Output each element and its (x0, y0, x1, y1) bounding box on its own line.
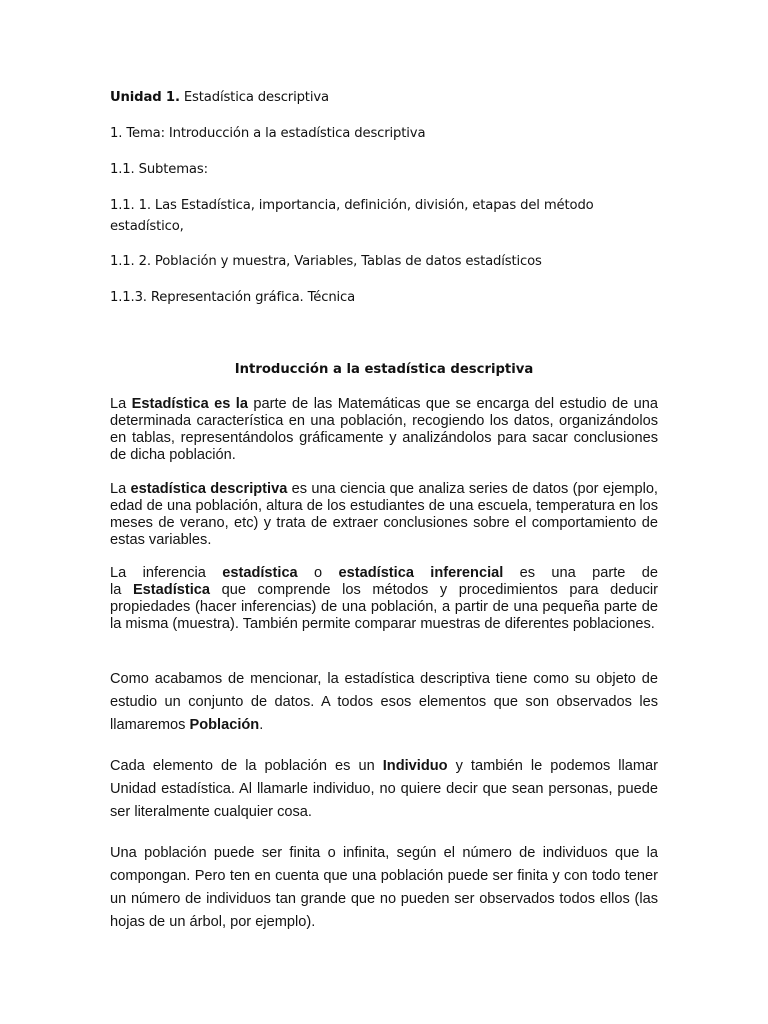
unit-title (110, 87, 620, 108)
p1-text-a: La (110, 396, 132, 412)
paragraph-definition (110, 396, 658, 464)
subtopic-1-line1: 1.1. 1. Las Estadística, importancia, definición, división, etapas del método (110, 198, 594, 213)
subtopic-3: 1.1.3. Representación gráfica. Técnica (110, 290, 356, 305)
p3-text-c: o (297, 565, 339, 581)
subtopic-1-line2: estadístico, (110, 219, 184, 234)
paragraph-individual (110, 755, 658, 824)
p1-text-c: parte de las Matemáticas que se encarga del estudio de una determinada característica en una población, recogiendo los datos, organizándolos en tablas, representándolos gráficamente y analizándolos para sacar conclusiones de dicha población. (110, 396, 658, 463)
section-heading: Introducción a la estadística descriptiva (234, 362, 534, 377)
p3-bold-1: estadística (222, 565, 298, 581)
p6-text: Una población puede ser finita o infinita, según el número de individuos que la compongan. Pero ten en cuenta que una población puede ser finita y con todo tener un número de individuos tan grande que no pueden ser observados todos ellos (las hojas de un árbol, por ejemplo). (110, 845, 658, 930)
p3-bold-3: Estadística (132, 582, 211, 598)
p4-text-c: . (259, 717, 264, 733)
paragraph-descriptive (110, 481, 658, 549)
p3-text-a: La inferencia (110, 565, 223, 581)
p3-text-l2c: que comprende los métodos y procedimientos para deducir propiedades (hacer inferencias) de una población, a partir de una pequeña parte de la misma (muestra). También permite comparar muestras de diferentes poblaciones. (110, 582, 658, 632)
unit-label: Unidad 1. (110, 90, 180, 105)
p2-bold: estadística descriptiva (130, 481, 288, 497)
topic-line: 1. Tema: Introducción a la estadística descriptiva (110, 126, 426, 141)
p3-bold-2: estadística inferencial (338, 565, 504, 581)
subtopics-label: 1.1. Subtemas: (110, 162, 208, 177)
subtopic-1 (110, 195, 620, 237)
p3-text-e: es una parte de (503, 565, 658, 581)
p5-text-a: Cada elemento de la población es un (110, 758, 383, 774)
p3-text-l2a: la (110, 582, 133, 598)
p4-bold: Población (189, 717, 260, 733)
p2-text-c: es una ciencia que analiza series de datos (por ejemplo, edad de una población, altura de los estudiantes de una escuela, temperatura en los meses de verano, etc) y trata de extraer conclusiones sobre el comportamiento de estas variables. (110, 481, 658, 548)
paragraph-inferential-body (110, 582, 658, 633)
p4-text-a: Como acabamos de mencionar, la estadística descriptiva tiene como su objeto de estudio un conjunto de datos. A todos esos elementos que son observados les llamaremos (110, 671, 658, 733)
p2-text-a: La (110, 481, 131, 497)
unit-name: Estadística descriptiva (183, 90, 329, 105)
p1-bold: Estadística es la (131, 396, 248, 412)
p5-text-c: y también le podemos llamar Unidad estadística. Al llamarle individuo, no quiere decir que sean personas, puede ser literalmente cualquier cosa. (110, 758, 658, 820)
paragraph-finite-infinite (110, 842, 658, 934)
subtopic-2: 1.1. 2. Población y muestra, Variables, Tablas de datos estadísticos (110, 254, 542, 269)
paragraph-inferential-line1 (110, 565, 658, 582)
p5-bold: Individuo (382, 758, 448, 774)
paragraph-population (110, 668, 658, 737)
